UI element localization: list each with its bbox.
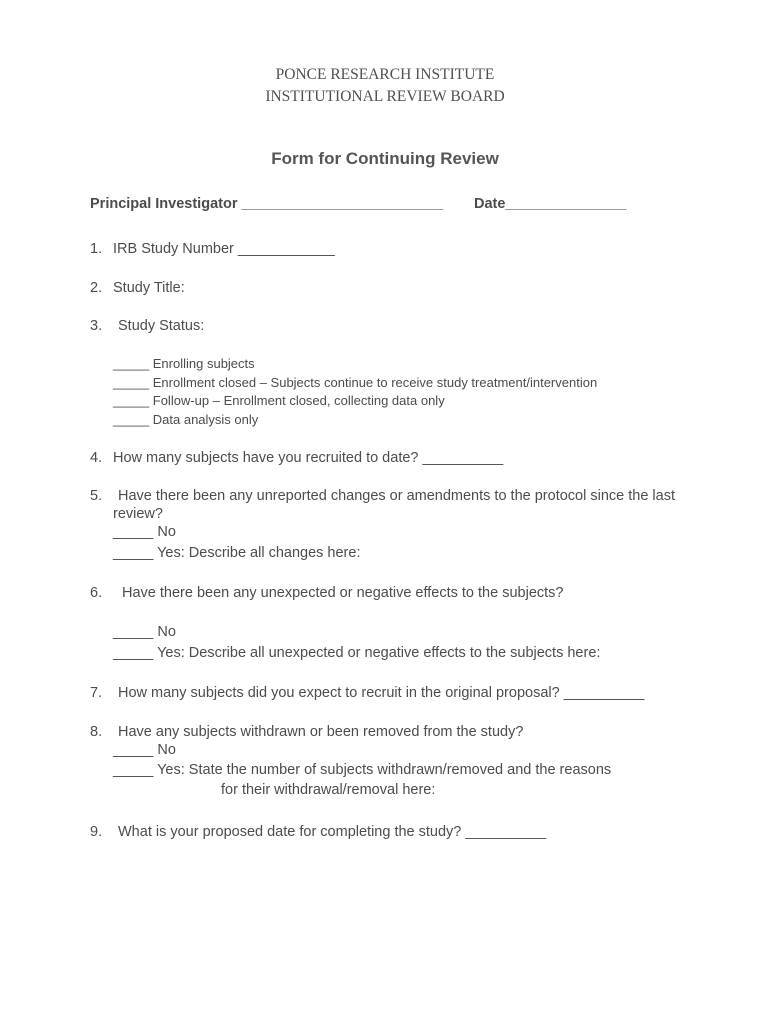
- board-name: INSTITUTIONAL REVIEW BOARD: [265, 88, 505, 105]
- status-option-data-analysis[interactable]: _____ Data analysis only: [113, 412, 259, 427]
- question-7-number: 7.: [90, 685, 103, 701]
- question-5-number: 5.: [90, 488, 103, 504]
- question-6-text: Have there been any unexpected or negative effects to the subjects?: [122, 585, 564, 601]
- question-8-text: Have any subjects withdrawn or been removed from the study?: [118, 724, 524, 740]
- status-option-enrollment-closed[interactable]: _____ Enrollment closed – Subjects continue to receive study treatment/intervention: [113, 375, 598, 390]
- question-1-number: 1.: [90, 241, 103, 257]
- question-8-number: 8.: [90, 724, 103, 740]
- date-field[interactable]: Date_______________: [474, 196, 627, 212]
- question-9-proposed-completion-date[interactable]: What is your proposed date for completing the study? __________: [118, 824, 547, 840]
- institute-name: PONCE RESEARCH INSTITUTE: [275, 66, 495, 83]
- question-5-text-line2: review?: [113, 506, 163, 522]
- question-6-number: 6.: [90, 585, 103, 601]
- question-8-option-yes-continued: for their withdrawal/removal here:: [221, 782, 436, 798]
- question-3-number: 3.: [90, 318, 103, 334]
- question-6-option-no[interactable]: _____ No: [113, 624, 176, 640]
- question-7-expected-recruitment[interactable]: How many subjects did you expect to recruit in the original proposal? __________: [118, 685, 645, 701]
- question-8-option-yes[interactable]: _____ Yes: State the number of subjects withdrawn/removed and the reasons: [113, 762, 612, 778]
- question-3-study-status: Study Status:: [118, 318, 205, 334]
- question-4-number: 4.: [90, 450, 103, 466]
- question-4-subjects-recruited[interactable]: How many subjects have you recruited to date? __________: [113, 450, 504, 466]
- question-9-number: 9.: [90, 824, 103, 840]
- question-5-option-no[interactable]: _____ No: [113, 524, 176, 540]
- form-title: Form for Continuing Review: [271, 149, 499, 168]
- principal-investigator-field[interactable]: Principal Investigator _________________________: [90, 196, 444, 212]
- question-5-option-yes[interactable]: _____ Yes: Describe all changes here:: [113, 545, 361, 561]
- question-6-option-yes[interactable]: _____ Yes: Describe all unexpected or negative effects to the subjects here:: [113, 645, 601, 661]
- question-1-irb-study-number[interactable]: IRB Study Number ____________: [113, 241, 335, 257]
- question-2-study-title: Study Title:: [113, 280, 185, 296]
- question-5-text-line1: Have there been any unreported changes or amendments to the protocol since the last: [118, 488, 675, 504]
- status-option-follow-up[interactable]: _____ Follow-up – Enrollment closed, collecting data only: [113, 393, 445, 408]
- question-8-option-no[interactable]: _____ No: [113, 742, 176, 758]
- question-2-number: 2.: [90, 280, 103, 296]
- status-option-enrolling[interactable]: _____ Enrolling subjects: [113, 356, 255, 371]
